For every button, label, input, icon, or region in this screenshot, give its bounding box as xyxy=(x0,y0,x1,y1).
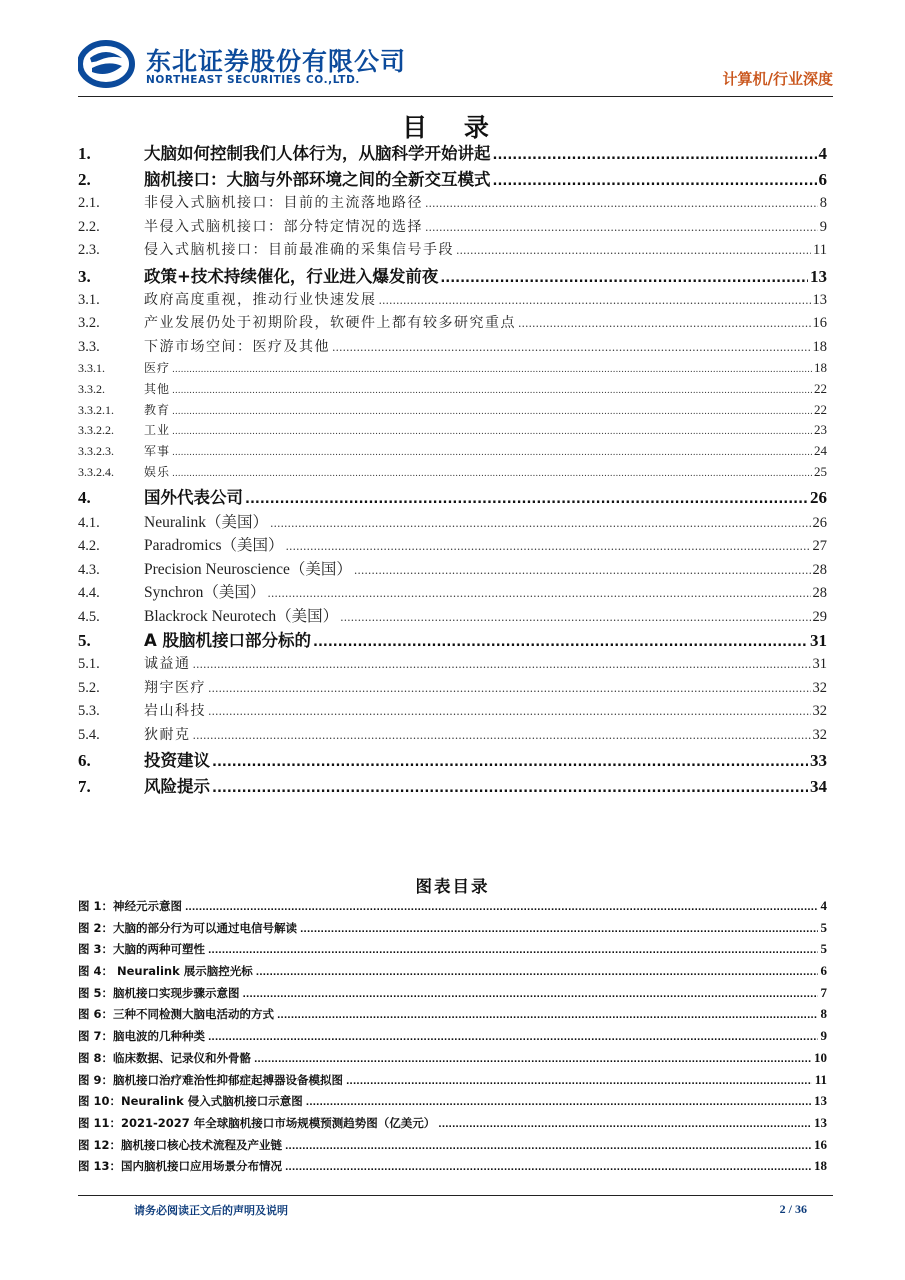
toc-entry-page: 28 xyxy=(812,561,827,578)
figure-entry-page: 16 xyxy=(814,1136,827,1152)
toc-dot-leader xyxy=(379,294,811,307)
toc-entry-number: 4.1. xyxy=(78,514,100,531)
toc-dot-leader xyxy=(285,540,810,553)
figure-entry[interactable] xyxy=(78,1093,827,1115)
toc-entry[interactable] xyxy=(78,724,827,748)
toc-entry-page: 29 xyxy=(812,608,827,625)
figure-dot-leader xyxy=(208,946,817,956)
toc-entry[interactable] xyxy=(78,401,827,422)
toc-entry[interactable] xyxy=(78,463,827,484)
figure-dot-leader xyxy=(300,925,817,935)
toc-entry-title: 教育 xyxy=(144,402,171,417)
toc-entry-title: 狄耐克 xyxy=(144,726,191,743)
toc-entry-number: 3.3.2.1. xyxy=(78,402,114,417)
figure-entry[interactable] xyxy=(78,898,827,920)
toc-entry-page: 31 xyxy=(812,656,827,673)
toc-heading: 目 录 xyxy=(402,113,503,142)
company-name-en: NORTHEAST SECURITIES CO.,LTD. xyxy=(146,74,360,86)
figure-entry-title: 图 8：临床数据、记录仪和外骨骼 xyxy=(78,1050,252,1065)
figure-list xyxy=(78,898,827,1180)
toc-dot-leader xyxy=(208,682,811,695)
footer-divider xyxy=(78,1195,833,1196)
figure-entry-title: 图 1：神经元示意图 xyxy=(78,899,183,913)
toc-entry-page: 11 xyxy=(813,242,827,258)
toc-dot-leader xyxy=(518,317,811,330)
toc-entry[interactable] xyxy=(78,421,827,442)
toc-entry[interactable] xyxy=(78,263,827,289)
toc-entry-title: 大脑如何控制我们人体行为，从脑科学开始讲起 xyxy=(144,144,491,163)
figure-dot-leader xyxy=(306,1098,811,1108)
toc-entry-page: 32 xyxy=(812,703,827,720)
toc-entry-number: 4.4. xyxy=(78,585,100,602)
toc-dot-leader xyxy=(493,148,817,163)
toc-entry[interactable] xyxy=(78,580,827,604)
toc-dot-leader xyxy=(172,386,812,396)
figure-dot-leader xyxy=(285,1163,811,1173)
toc-entry-page: 13 xyxy=(810,266,827,286)
toc-entry-number: 3. xyxy=(78,266,91,286)
page-number: 2 / 36 xyxy=(779,1202,807,1216)
toc-entry-number: 3.3.1. xyxy=(78,361,105,375)
toc-entry-number: 3.1. xyxy=(78,291,100,308)
toc-entry[interactable] xyxy=(78,653,827,677)
figure-dot-leader xyxy=(185,903,817,913)
toc-entry-title: A 股脑机接口部分标的 xyxy=(144,631,312,651)
toc-entry-title: Synchron（美国） xyxy=(144,584,266,602)
page-header xyxy=(0,0,905,100)
figure-entry-title: 图 13：国内脑机接口应用场景分布情况 xyxy=(78,1159,283,1174)
toc-entry-number: 6. xyxy=(78,751,91,771)
figure-entry[interactable] xyxy=(78,941,827,963)
toc-entry-page: 27 xyxy=(812,538,827,555)
toc-entry-number: 5.2. xyxy=(78,679,100,696)
figure-entry-page: 8 xyxy=(820,1006,827,1022)
figure-entry[interactable] xyxy=(78,1115,827,1137)
toc-dot-leader xyxy=(172,407,812,417)
toc-entry-title: 非侵入式脑机接口：目前的主流落地路径 xyxy=(144,195,423,211)
figure-entry[interactable] xyxy=(78,963,827,985)
toc-entry-number: 2.1. xyxy=(78,195,100,211)
figure-entry-title: 图 10：Neuralink 侵入式脑机接口示意图 xyxy=(78,1094,303,1109)
toc-entry-page: 24 xyxy=(814,443,827,459)
figure-entry-title: 图 9：脑机接口治疗难治性抑郁症起搏器设备模拟图 xyxy=(78,1072,344,1087)
toc-dot-leader xyxy=(193,658,811,671)
figure-entry-page: 18 xyxy=(814,1158,827,1174)
toc-entry-number: 3.3. xyxy=(78,338,100,355)
toc-entry-page: 22 xyxy=(814,401,827,417)
toc-dot-leader xyxy=(212,781,808,796)
toc-entry[interactable] xyxy=(78,557,827,581)
toc-dot-leader xyxy=(208,705,811,718)
toc-entry-title: 工业 xyxy=(144,423,171,438)
toc-entry[interactable] xyxy=(78,627,827,653)
toc-entry[interactable] xyxy=(78,192,827,216)
toc-entry-title: 医疗 xyxy=(144,361,171,375)
company-name-cn: 东北证券股份有限公司 xyxy=(146,47,407,76)
toc-entry-number: 2.3. xyxy=(78,242,100,258)
figure-entry-title: 图 7：脑电波的几种种类 xyxy=(78,1029,206,1044)
figure-entry-title: 图 11：2021-2027 年全球脑机接口市场规模预测趋势图（亿美元） xyxy=(78,1115,436,1130)
figure-entry-title: 图 2：大脑的部分行为可以通过电信号解读 xyxy=(78,920,298,935)
toc-dot-leader xyxy=(425,197,818,210)
figure-entry-page: 9 xyxy=(820,1028,827,1044)
figure-entry-title: 图 4： Neuralink 展示脑控光标 xyxy=(78,964,253,979)
toc-entry-number: 4.3. xyxy=(78,561,100,578)
toc-entry-page: 13 xyxy=(812,291,827,308)
toc-entry-page: 22 xyxy=(814,380,827,396)
toc-entry-page: 28 xyxy=(812,585,827,602)
toc-entry[interactable] xyxy=(78,700,827,724)
toc-entry-title: 其他 xyxy=(144,381,171,396)
toc-entry-title: 侵入式脑机接口：目前最准确的采集信号手段 xyxy=(144,242,454,258)
toc-entry-title: 政策+技术持续催化，行业进入爆发前夜 xyxy=(144,266,439,286)
toc-entry[interactable] xyxy=(78,166,827,192)
toc-entry[interactable] xyxy=(78,140,827,166)
figure-entry[interactable] xyxy=(78,1072,827,1094)
table-of-contents xyxy=(78,140,827,799)
toc-entry-page: 31 xyxy=(810,631,827,651)
toc-entry-title: 脑机接口：大脑与外部环境之间的全新交互模式 xyxy=(144,170,491,189)
toc-dot-leader xyxy=(340,611,810,624)
header-divider xyxy=(78,96,833,97)
toc-entry-number: 4.5. xyxy=(78,608,100,625)
toc-entry[interactable] xyxy=(78,359,827,380)
figure-entry-page: 13 xyxy=(814,1093,827,1109)
toc-entry[interactable] xyxy=(78,533,827,557)
toc-entry-page: 16 xyxy=(812,315,827,331)
toc-dot-leader xyxy=(245,492,808,507)
figure-entry-title: 图 5：脑机接口实现步骤示意图 xyxy=(78,985,240,1000)
toc-dot-leader xyxy=(456,244,811,257)
toc-dot-leader xyxy=(172,469,812,479)
toc-entry-page: 32 xyxy=(812,679,827,696)
toc-entry-title: 国外代表公司 xyxy=(144,487,243,507)
toc-entry[interactable] xyxy=(78,604,827,628)
figure-dot-leader xyxy=(243,990,818,1000)
toc-entry-page: 25 xyxy=(814,463,827,479)
toc-entry-page: 18 xyxy=(814,360,827,375)
toc-entry-page: 4 xyxy=(818,144,827,163)
toc-entry-title: 产业发展仍处于初期阶段，软硬件上都有较多研究重点 xyxy=(144,315,516,331)
toc-dot-leader xyxy=(270,517,811,530)
toc-entry[interactable] xyxy=(78,289,827,313)
toc-dot-leader xyxy=(440,271,808,286)
toc-entry-number: 3.2. xyxy=(78,315,100,331)
toc-dot-leader xyxy=(172,448,812,458)
toc-entry-title: 风险提示 xyxy=(144,777,210,797)
toc-entry-title: Neuralink（美国） xyxy=(144,513,268,531)
toc-entry[interactable] xyxy=(78,442,827,463)
toc-dot-leader xyxy=(425,221,818,234)
toc-entry-number: 4.2. xyxy=(78,538,100,555)
toc-entry-page: 18 xyxy=(812,338,827,355)
toc-dot-leader xyxy=(212,755,808,770)
company-logo-icon xyxy=(78,38,138,88)
toc-entry[interactable] xyxy=(78,484,827,510)
toc-entry-page: 9 xyxy=(819,218,827,235)
toc-entry[interactable] xyxy=(78,336,827,360)
toc-entry-number: 3.3.2.3. xyxy=(78,444,114,459)
toc-entry-title: 半侵入式脑机接口：部分特定情况的选择 xyxy=(144,218,423,235)
toc-entry[interactable] xyxy=(78,380,827,401)
toc-entry-title: 军事 xyxy=(144,444,171,459)
toc-entry-title: 投资建议 xyxy=(144,751,210,771)
toc-entry-title: 岩山科技 xyxy=(144,703,206,720)
figure-dot-leader xyxy=(277,1011,817,1021)
figure-entry-page: 6 xyxy=(820,963,827,979)
toc-entry-title: Precision Neuroscience（美国） xyxy=(144,560,352,578)
figure-entry-title: 图 6：三种不同检测大脑电活动的方式 xyxy=(78,1007,275,1022)
figure-list-heading: 图表目录 xyxy=(415,877,490,896)
toc-entry-page: 6 xyxy=(818,170,827,189)
figure-dot-leader xyxy=(256,968,818,978)
disclaimer-note[interactable]: 请务必阅读正文后的声明及说明 xyxy=(134,1204,288,1217)
toc-dot-leader xyxy=(172,427,812,437)
figure-entry[interactable] xyxy=(78,1137,827,1159)
figure-entry-page: 10 xyxy=(814,1049,827,1065)
figure-entry-page: 13 xyxy=(814,1114,827,1130)
toc-entry-page: 33 xyxy=(810,751,827,771)
toc-entry-number: 3.3.2.2. xyxy=(78,423,114,438)
figure-entry-title: 图 12：脑机接口核心技术流程及产业链 xyxy=(78,1137,283,1152)
toc-entry-number: 5.3. xyxy=(78,703,100,720)
toc-entry-page: 26 xyxy=(810,487,827,507)
toc-entry-title: 诚益通 xyxy=(144,656,191,673)
toc-entry-number: 3.3.2. xyxy=(78,381,105,396)
toc-entry-page: 8 xyxy=(819,195,827,211)
toc-entry-number: 3.3.2.4. xyxy=(78,464,114,479)
figure-entry[interactable] xyxy=(78,1028,827,1050)
toc-entry-page: 32 xyxy=(812,726,827,743)
toc-entry-number: 2.2. xyxy=(78,218,100,235)
toc-dot-leader xyxy=(332,341,811,354)
toc-dot-leader xyxy=(267,587,810,600)
toc-entry[interactable] xyxy=(78,773,827,799)
toc-entry-title: 政府高度重视，推动行业快速发展 xyxy=(144,291,377,308)
toc-entry[interactable] xyxy=(78,216,827,240)
figure-entry[interactable] xyxy=(78,985,827,1007)
figure-entry[interactable] xyxy=(78,1006,827,1028)
figure-dot-leader xyxy=(438,1120,811,1130)
toc-dot-leader xyxy=(493,174,817,189)
toc-entry-number: 5.1. xyxy=(78,656,100,673)
figure-entry-page: 5 xyxy=(820,941,827,957)
toc-dot-leader xyxy=(313,635,808,650)
figure-entry-page: 5 xyxy=(820,919,827,935)
figure-entry-page: 11 xyxy=(814,1071,827,1087)
toc-entry[interactable] xyxy=(78,239,827,263)
toc-entry-page: 34 xyxy=(810,777,827,797)
toc-dot-leader xyxy=(172,365,812,375)
figure-dot-leader xyxy=(346,1077,812,1087)
toc-entry-title: 娱乐 xyxy=(144,464,171,479)
figure-entry[interactable] xyxy=(78,1050,827,1072)
toc-entry[interactable] xyxy=(78,747,827,773)
figure-entry-page: 7 xyxy=(820,984,827,1000)
figure-dot-leader xyxy=(254,1055,811,1065)
document-category: 计算机/行业深度 xyxy=(722,70,833,88)
figure-entry-title: 图 3：大脑的两种可塑性 xyxy=(78,942,206,957)
toc-entry-number: 7. xyxy=(78,777,91,797)
toc-entry-title: 下游市场空间：医疗及其他 xyxy=(144,338,330,355)
figure-entry[interactable] xyxy=(78,1158,827,1180)
toc-entry-number: 5.4. xyxy=(78,726,100,743)
toc-entry[interactable] xyxy=(78,677,827,701)
toc-entry-title: Paradromics（美国） xyxy=(144,537,284,555)
toc-entry-page: 26 xyxy=(812,514,827,531)
toc-entry-number: 5. xyxy=(78,631,91,651)
toc-entry-number: 4. xyxy=(78,487,91,507)
figure-entry-page: 4 xyxy=(820,898,827,913)
toc-dot-leader xyxy=(193,729,811,742)
toc-entry-title: 翔宇医疗 xyxy=(144,679,206,696)
toc-entry-page: 23 xyxy=(814,422,827,438)
toc-entry-number: 1. xyxy=(78,144,91,163)
toc-entry[interactable] xyxy=(78,312,827,336)
toc-entry[interactable] xyxy=(78,510,827,534)
toc-entry-title: Blackrock Neurotech（美国） xyxy=(144,607,339,625)
figure-dot-leader xyxy=(208,1033,817,1043)
toc-entry-number: 2. xyxy=(78,170,91,189)
figure-dot-leader xyxy=(285,1142,811,1152)
toc-dot-leader xyxy=(354,564,811,577)
figure-entry[interactable] xyxy=(78,920,827,942)
